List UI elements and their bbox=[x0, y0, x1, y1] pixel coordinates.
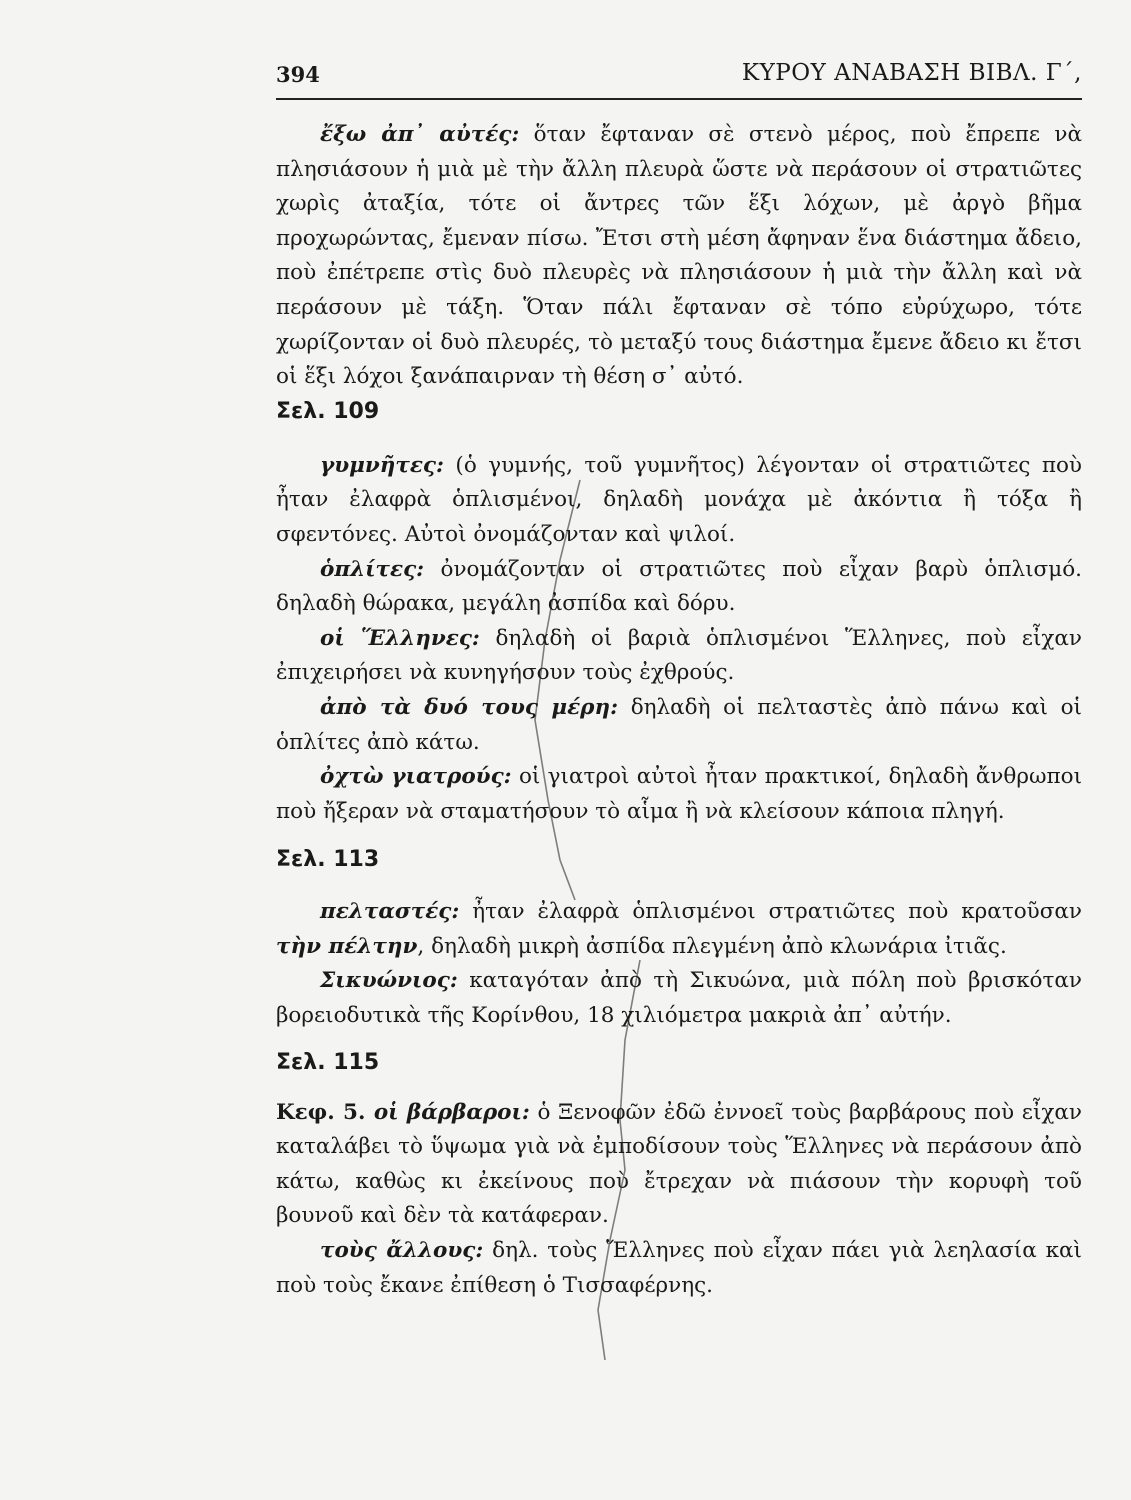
gloss-text: (ὁ γυμνής, τοῦ γυμνῆτος) λέγονταν οἱ στρατιῶτες ποὺ ἦταν ἐλαφρὰ ὁπλισμένοι, δηλαδὴ μονάχα μὲ ἀκόντια ἢ τόξα ἢ σφεντόνες. Αὐτοὶ ὀνομάζονταν καὶ ψιλοί. bbox=[276, 452, 1082, 547]
gloss-paragraph bbox=[276, 622, 1082, 691]
gloss-term: ἔξω ἀπ᾽ αὐτές: bbox=[320, 122, 520, 147]
gloss-text: καταγόταν ἀπὸ τὴ Σικυώνα, μιὰ πόλη ποὺ βρισκόταν βορειοδυτικὰ τῆς Κορίνθου, 18 χιλιόμετρα μακριὰ ἀπ᾽ αὐτήν. bbox=[276, 968, 1082, 1029]
page-header bbox=[276, 58, 1082, 100]
gloss-paragraph bbox=[276, 1234, 1082, 1303]
book-page bbox=[276, 0, 1082, 1500]
gloss-paragraph bbox=[276, 964, 1082, 1033]
section-heading: Σελ. 113 bbox=[276, 847, 380, 873]
gloss-term: Σικυώνιος: bbox=[320, 968, 458, 994]
running-title: ΚΥΡΟΥ ΑΝΑΒΑΣΗ ΒΙΒΛ. Γ΄, bbox=[741, 60, 1082, 86]
gloss-text: ἦταν ἐλαφρὰ ὁπλισμένοι στρατιῶτες ποὺ κρατοῦσαν bbox=[459, 899, 1082, 925]
gloss-term: ὀχτὼ γιατρούς: bbox=[320, 764, 512, 790]
gloss-term: οἱ βάρβαροι: bbox=[365, 1099, 530, 1125]
gloss-term: ἀπὸ τὰ δυό τους μέρη: bbox=[320, 694, 619, 720]
gloss-text: δηλαδὴ οἱ βαριὰ ὁπλισμένοι Ἕλληνες, ποὺ εἶχαν ἐπιχειρήσει νὰ κυνηγήσουν τοὺς ἐχθρούς. bbox=[276, 625, 1082, 686]
page-number: 394 bbox=[276, 62, 320, 87]
gloss-paragraph bbox=[276, 760, 1082, 829]
gloss-paragraph bbox=[276, 449, 1082, 553]
gloss-text: , δηλαδὴ μικρὴ ἀσπίδα πλεγμένη ἀπὸ κλωνάρια ἰτιᾶς. bbox=[417, 933, 1007, 959]
gloss-text: δηλ. τοὺς Ἕλληνες ποὺ εἶχαν πάει γιὰ λεηλασία καὶ ποὺ τοὺς ἔκανε ἐπίθεση ὁ Τισσαφέρνης. bbox=[276, 1238, 1082, 1298]
gloss-term: τοὺς ἄλλους: bbox=[320, 1238, 484, 1264]
gloss-term: πελταστές: bbox=[320, 899, 460, 925]
section-heading: Σελ. 115 bbox=[276, 1049, 380, 1075]
gloss-paragraph bbox=[276, 1096, 1082, 1234]
gloss-text: ὁ Ξενοφῶν ἐδῶ ἐννοεῖ τοὺς βαρβάρους ποὺ εἶχαν καταλάβει τὸ ὕψωμα γιὰ νὰ ἐμποδίσουν τοὺς Ἕλληνες νὰ περάσουν ἀπὸ κάτω, καθὼς κι ἐκείνους ποὺ ἔτρεχαν νὰ πιάσουν τὴν κορυφὴ τοῦ βουνοῦ καὶ δὲν τὰ κατάφεραν. bbox=[276, 1099, 1082, 1229]
gloss-text: δηλαδὴ οἱ πελταστὲς ἀπὸ πάνω καὶ οἱ ὁπλίτες ἀπὸ κάτω. bbox=[276, 694, 1082, 755]
gloss-term: γυμνῆτες: bbox=[320, 452, 444, 478]
gloss-paragraph bbox=[276, 895, 1082, 964]
gloss-term: οἱ Ἕλληνες: bbox=[320, 625, 480, 651]
gloss-paragraph bbox=[276, 553, 1082, 622]
section-heading: Σελ. 109 bbox=[276, 398, 380, 424]
chapter-reference: Κεφ. 5. bbox=[276, 1099, 366, 1125]
gloss-term: ὁπλίτες: bbox=[320, 556, 425, 582]
gloss-paragraph bbox=[276, 118, 1082, 395]
gloss-term: τὴν πέλτην bbox=[276, 933, 418, 959]
gloss-paragraph bbox=[276, 691, 1082, 760]
gloss-text: ὀνομάζονταν οἱ στρατιῶτες ποὺ εἶχαν βαρὺ ὁπλισμό. δηλαδὴ θώρακα, μεγάλη ἀσπίδα καὶ δόρυ. bbox=[276, 556, 1082, 617]
gloss-text: ὅταν ἔφταναν σὲ στενὸ μέρος, ποὺ ἔπρεπε νὰ πλησιάσουν ἡ μιὰ μὲ τὴν ἄλλη πλευρὰ ὥστε νὰ περάσουν οἱ στρατιῶτες χωρὶς ἀταξία, τότε οἱ ἄντρες τῶν ἕξι λόχων, μὲ ἀργὸ βῆμα προχωρώντας, ἔμεναν πίσω. Ἔτσι στὴ μέση ἄφηναν ἕνα διάστημα ἄδειο, ποὺ ἐπέτρεπε στὶς δυὸ πλευρὲς νὰ πλησιάσουν ἡ μιὰ τὴν ἄλλη καὶ νὰ περάσουν μὲ τάξη. Ὅταν πάλι ἔφταναν σὲ τόπο εὐρύχωρο, τότε χωρίζονταν οἱ δυὸ πλευρές, τὸ μεταξύ τους διάστημα ἔμενε ἄδειο κι ἔτσι οἱ ἕξι λόχοι ξανάπαιρναν τὴ θέση σ᾽ αὐτό. bbox=[276, 122, 1082, 390]
gloss-text: οἱ γιατροὶ αὐτοὶ ἦταν πρακτικοί, δηλαδὴ ἄνθρωποι ποὺ ἤξεραν νὰ σταματήσουν τὸ αἷμα ἢ νὰ κλείσουν κάποια πληγή. bbox=[276, 764, 1082, 824]
page-body bbox=[276, 118, 1082, 1303]
